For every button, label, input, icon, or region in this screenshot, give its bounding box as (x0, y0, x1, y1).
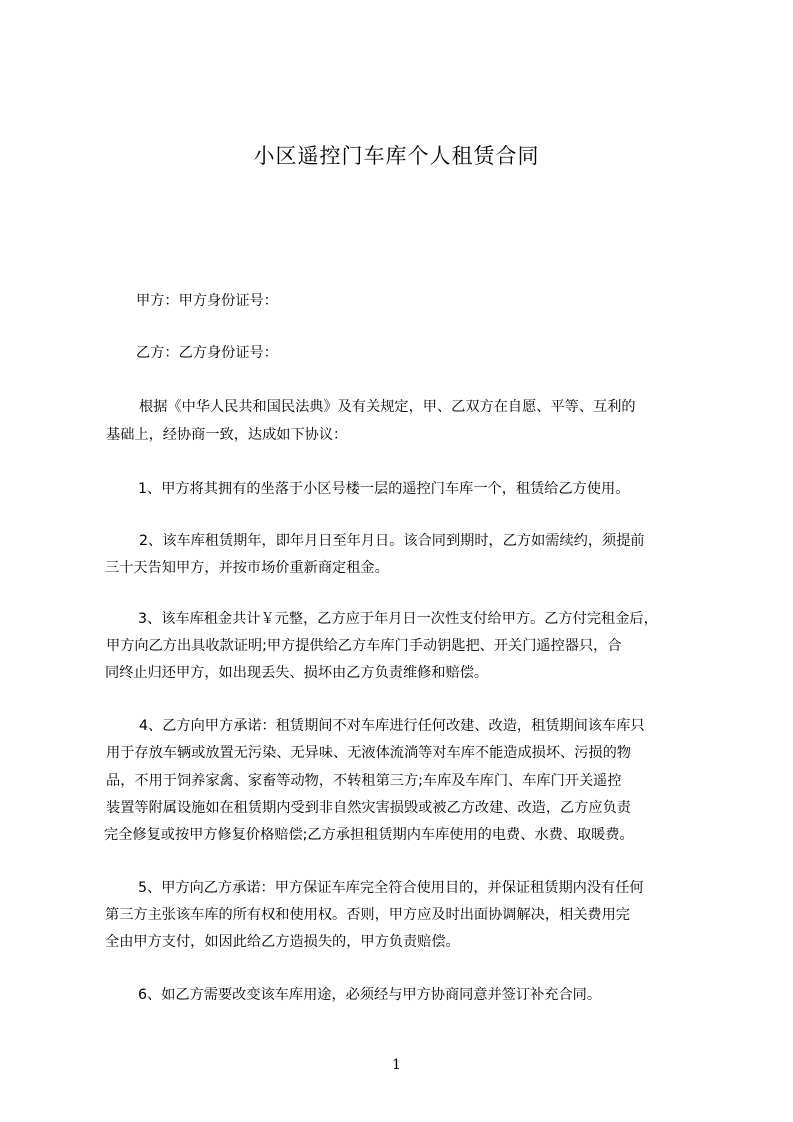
clause-2-line: 三十天告知甲方，并按市场价重新商定租金。 (105, 560, 389, 576)
clause-3-line: 同终止归还甲方，如出现丢失、损坏由乙方负责维修和赔偿。 (105, 665, 489, 681)
page-number: 1 (392, 1057, 401, 1073)
clause-3-line: 甲方向乙方出具收款证明;甲方提供给乙方车库门手动钥匙把、开关门遥控器只，合 (106, 638, 622, 654)
preamble-line: 根据《中华人民共和国民法典》及有关规定，甲、乙双方在自愿、平等、互利的 (139, 399, 636, 415)
contract-title: 小区遥控门车库个人租赁合同 (253, 144, 540, 168)
clause-5-line: 5、甲方向乙方承诺：甲方保证车库完全符合使用目的，并保证租赁期内没有任何 (138, 880, 644, 896)
clause-2-line: 2、该车库租赁期年，即年月日至年月日。该合同到期时，乙方如需续约，须提前 (139, 533, 645, 549)
clause-1-line: 1、甲方将其拥有的坐落于小区号楼一层的遥控门车库一个，租赁给乙方使用。 (138, 481, 630, 497)
clause-6-line: 6、如乙方需要改变该车库用途，必须经与甲方协商同意并签订补充合同。 (138, 987, 602, 1003)
clause-3-line: 3、该车库租金共计￥元整，乙方应于年月日一次性支付给甲方。乙方付完租金后， (138, 611, 658, 627)
clause-4-line: 品，不用于饲养家禽、家畜等动物，不转租第三方;车库及车库门、车库门开关遥控 (106, 773, 622, 789)
clause-4-line: 装置等附属设施如在租赁期内受到非自然灾害损毁或被乙方改建、改造，乙方应负责 (106, 800, 631, 816)
clause-5-line: 全由甲方支付，如因此给乙方造损失的，甲方负责赔偿。 (105, 934, 460, 950)
party-b-line: 乙方：乙方身份证号： (136, 345, 278, 361)
clause-5-line: 第三方主张该车库的所有权和使用权。否则，甲方应及时出面协调解决，相关费用完 (105, 907, 630, 923)
clause-4-line: 4、乙方向甲方承诺：租赁期间不对车库进行任何改建、改造，租赁期间该车库只 (139, 718, 645, 734)
party-a-line: 甲方：甲方身份证号： (136, 293, 278, 309)
preamble-line: 基础上，经协商一致，达成如下协议： (106, 427, 348, 443)
clause-4-line: 完全修复或按甲方修复价格赔偿;乙方承担租赁期内车库使用的电费、水费、取暖费。 (104, 827, 634, 843)
clause-4-line: 用于存放车辆或放置无污染、无异味、无液体流淌等对车库不能造成损坏、污损的物 (106, 745, 631, 761)
